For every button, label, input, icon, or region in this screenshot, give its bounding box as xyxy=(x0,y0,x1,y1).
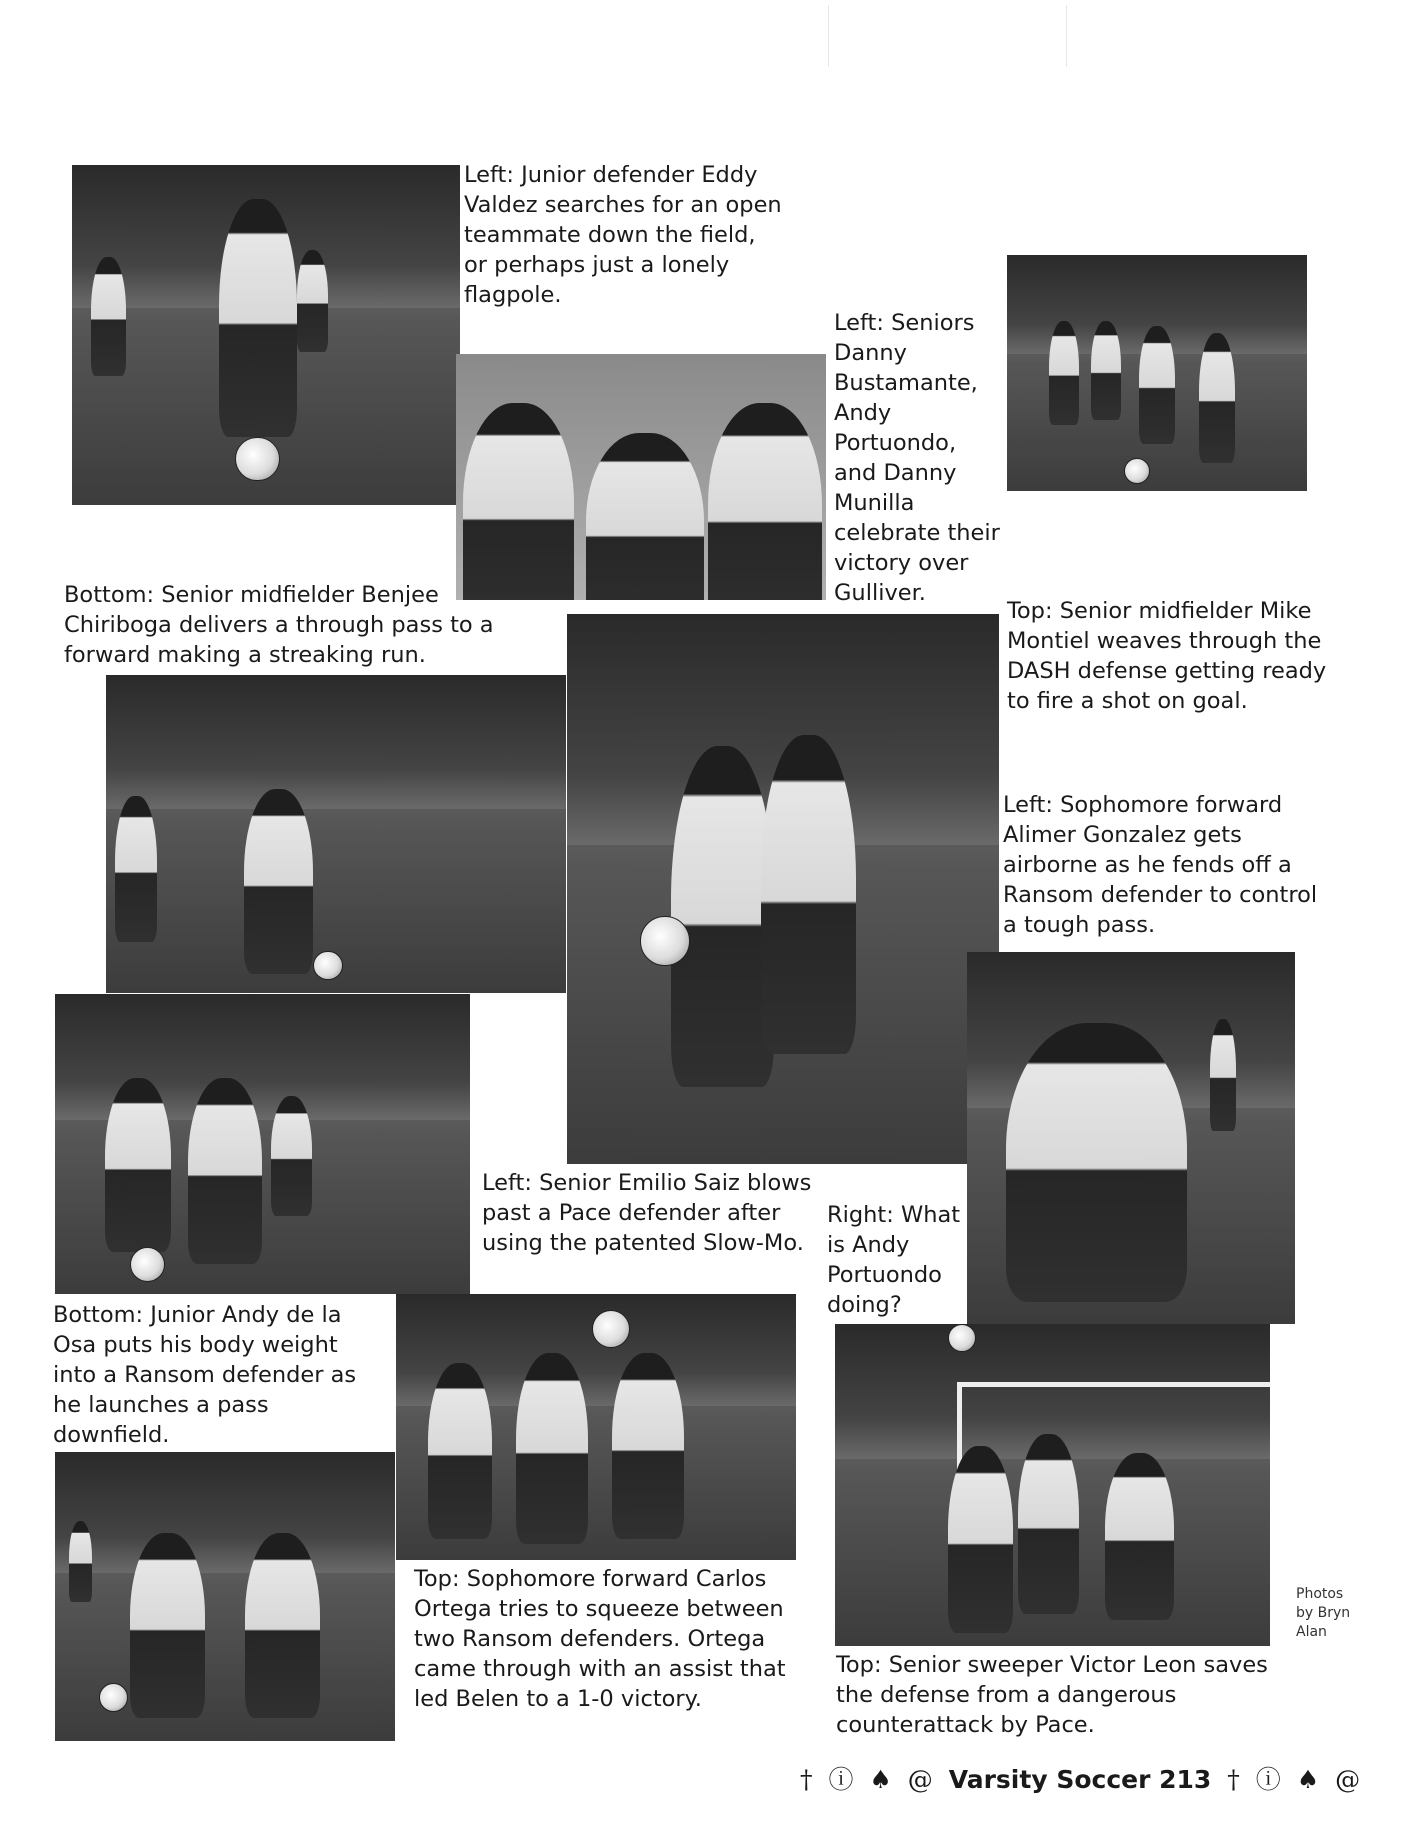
photo-background xyxy=(55,1452,395,1573)
spade-icon: ♠ xyxy=(869,1765,892,1794)
photo-andy-portuondo xyxy=(967,952,1295,1324)
page-footer xyxy=(800,1760,1361,1796)
player-figure xyxy=(1006,1023,1186,1302)
player-figure xyxy=(130,1533,205,1718)
photo-andy-de-la-osa xyxy=(55,1452,395,1741)
player-figure xyxy=(91,257,126,376)
player-figure xyxy=(761,735,856,1054)
photo-field xyxy=(55,1582,395,1741)
player-figure xyxy=(1210,1019,1236,1131)
player-figure xyxy=(671,746,775,1087)
player-figure xyxy=(1091,321,1121,420)
soccer-ball xyxy=(313,951,343,981)
soccer-ball xyxy=(1124,458,1150,484)
caption-emilio-saiz: Left: Senior Emilio Saiz blows past a Pace defender after using the patented Slow-Mo. xyxy=(482,1170,812,1256)
soccer-ball xyxy=(235,437,280,482)
caption-mike-montiel: Top: Senior midfielder Mike Montiel weaves through the DASH defense getting ready to fire a shot on goal. xyxy=(1007,598,1327,714)
caption-victor-leon: Top: Senior sweeper Victor Leon saves the defense from a dangerous counterattack by Pace. xyxy=(836,1652,1268,1738)
caption-carlos-ortega: Top: Sophomore forward Carlos Ortega tries to squeeze between two Ransom defenders. Ortega came through with an assist that led Belen to a 1-0 victory. xyxy=(414,1566,786,1712)
info-circle-icon: ⓘ xyxy=(828,1765,854,1794)
player-figure xyxy=(612,1353,684,1539)
dagger-icon: † xyxy=(1227,1765,1240,1794)
player-figure xyxy=(463,403,574,600)
spade-icon: ♠ xyxy=(1296,1765,1320,1794)
info-circle-icon: ⓘ xyxy=(1255,1765,1281,1794)
photo-seniors-celebrate xyxy=(456,354,826,600)
player-figure xyxy=(1199,333,1235,463)
soccer-ball xyxy=(130,1247,165,1282)
player-figure xyxy=(708,403,823,600)
photo-carlos-ortega xyxy=(396,1294,796,1560)
caption-seniors: Left: Seniors Danny Bustamante, Andy Portuondo, and Danny Munilla celebrate their victory over Gulliver. xyxy=(834,310,1000,606)
player-figure xyxy=(115,796,156,942)
photo-eddy-valdez xyxy=(72,165,460,505)
player-figure xyxy=(271,1096,313,1216)
photo-credit: Photos by Bryn Alan xyxy=(1296,1586,1351,1640)
player-figure xyxy=(1049,321,1079,425)
player-figure xyxy=(1018,1434,1079,1614)
caption-andy-de-la-osa: Bottom: Junior Andy de la Osa puts his body weight into a Ransom defender as he launches a pass downfield. xyxy=(53,1302,357,1448)
photo-emilio-saiz xyxy=(55,994,470,1294)
at-sign-icon: @ xyxy=(1335,1765,1361,1794)
dagger-icon: † xyxy=(800,1765,813,1794)
player-figure xyxy=(428,1363,492,1539)
player-figure xyxy=(244,789,313,973)
player-figure xyxy=(297,250,328,352)
player-figure xyxy=(188,1078,263,1264)
player-figure xyxy=(1105,1453,1175,1620)
photo-background xyxy=(106,675,566,809)
soccer-ball xyxy=(592,1310,630,1348)
photo-benjee-chiriboga xyxy=(106,675,566,993)
player-figure xyxy=(516,1353,588,1545)
player-figure xyxy=(245,1533,320,1718)
photo-mike-montiel xyxy=(1007,255,1307,491)
at-sign-icon: @ xyxy=(907,1765,933,1794)
player-figure xyxy=(105,1078,171,1252)
player-figure xyxy=(219,199,297,437)
player-figure xyxy=(586,433,704,600)
player-figure xyxy=(948,1446,1013,1633)
photo-alimer-gonzalez xyxy=(567,614,999,1164)
goal-crossbar xyxy=(957,1382,1270,1387)
player-figure xyxy=(69,1521,93,1602)
page-title-number: Varsity Soccer 213 xyxy=(948,1765,1212,1794)
scan-mark-right xyxy=(1066,5,1067,67)
caption-andy-portuondo: Right: What is Andy Portuondo doing? xyxy=(827,1200,967,1320)
caption-alimer-gonzalez: Left: Sophomore forward Alimer Gonzalez gets airborne as he fends off a Ransom defender to control a tough pass. xyxy=(1003,792,1318,938)
photo-victor-leon xyxy=(835,1324,1270,1646)
caption-benjee-chiriboga: Bottom: Senior midfielder Benjee Chiriboga delivers a through pass to a forward making a streaking run. xyxy=(64,582,494,668)
scan-mark-left xyxy=(828,5,829,67)
soccer-ball xyxy=(640,916,690,966)
player-figure xyxy=(1139,326,1175,444)
caption-eddy-valdez: Left: Junior defender Eddy Valdez searches for an open teammate down the field, or perhaps just a lonely flagpole. xyxy=(464,162,782,308)
